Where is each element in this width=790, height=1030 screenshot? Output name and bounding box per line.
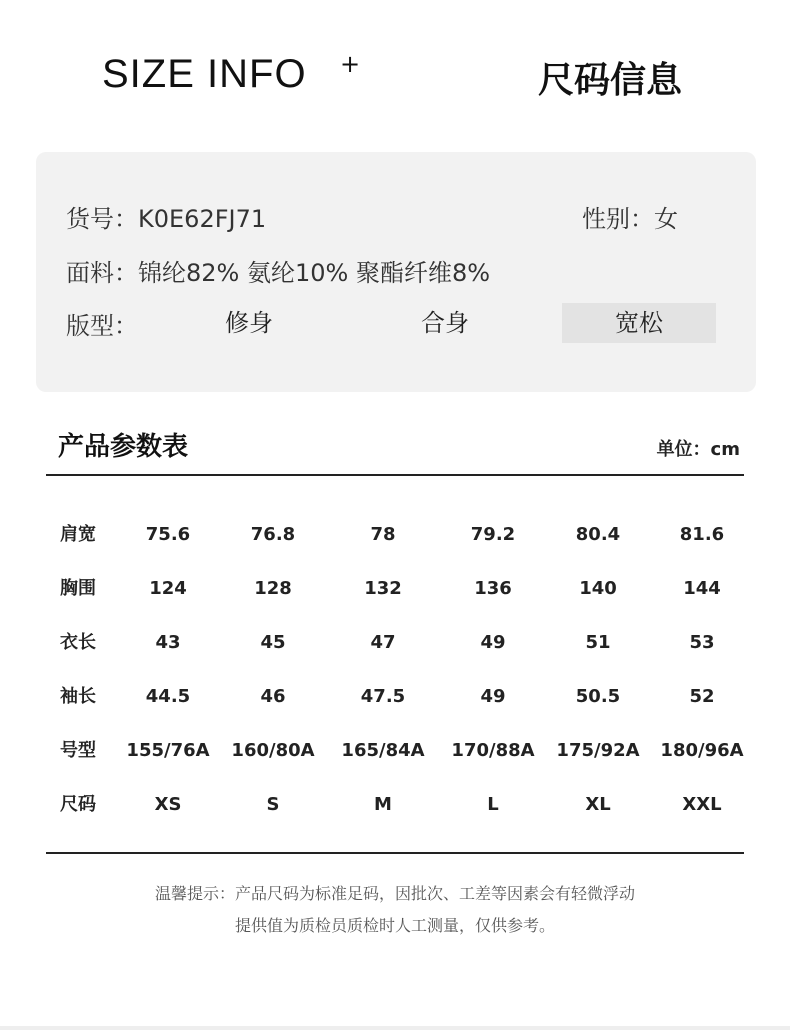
table-cell: 80.4 (575, 524, 621, 545)
header (0, 40, 790, 120)
table-cell: 140 (579, 578, 617, 599)
table-cell: 46 (260, 686, 286, 707)
table-cell: 136 (474, 578, 512, 599)
table-cell: 79.2 (470, 524, 516, 545)
table-row-shoulder (46, 508, 744, 562)
size-table (46, 508, 744, 832)
fit-option-slim: 修身 (225, 309, 273, 337)
table-row-sleeve (46, 670, 744, 724)
table-cell: 180/96A (660, 740, 744, 761)
table-cell: 45 (260, 632, 286, 653)
row-label: 胸围 (60, 578, 96, 599)
table-cell: L (487, 794, 499, 815)
table-cell: XXL (682, 794, 722, 815)
table-cell: 43 (155, 632, 181, 653)
divider-top (46, 474, 744, 476)
fabric-composition: 面料：锦纶82% 氨纶10% 聚酯纤维8% (66, 259, 491, 287)
table-cell: 124 (149, 578, 187, 599)
table-cell: 50.5 (575, 686, 621, 707)
table-cell: 51 (585, 632, 611, 653)
table-cell: 49 (480, 686, 506, 707)
table-row-length (46, 616, 744, 670)
fit-option-regular: 合身 (421, 309, 469, 337)
table-cell: 81.6 (679, 524, 725, 545)
table-cell: 132 (364, 578, 402, 599)
table-cell: 75.6 (145, 524, 191, 545)
table-row-bust (46, 562, 744, 616)
table-cell: 165/84A (341, 740, 425, 761)
footer-line-2: 提供值为质检员质检时人工测量，仅供参考。 (234, 916, 555, 935)
params-title: 产品参数表 (58, 432, 189, 462)
fit-option-loose-selected: 宽松 (562, 303, 716, 343)
table-cell: 49 (480, 632, 506, 653)
table-cell: XL (585, 794, 611, 815)
unit-label: 单位：cm (656, 439, 740, 460)
divider-bottom (46, 852, 744, 854)
plus-icon: + (340, 50, 361, 78)
table-cell: M (374, 794, 392, 815)
table-cell: 144 (683, 578, 721, 599)
product-info-card (36, 152, 756, 392)
row-label: 号型 (60, 740, 96, 761)
table-row-spec (46, 724, 744, 778)
table-cell: 155/76A (126, 740, 210, 761)
row-label: 袖长 (60, 686, 96, 707)
title-chinese: 尺码信息 (538, 60, 683, 101)
table-cell: 47 (370, 632, 396, 653)
table-cell: 52 (689, 686, 715, 707)
table-cell: XS (154, 794, 182, 815)
table-cell: 175/92A (556, 740, 640, 761)
table-cell: 170/88A (451, 740, 535, 761)
table-cell: 160/80A (231, 740, 315, 761)
footer-note (0, 878, 790, 942)
title-english: SIZE INFO (102, 52, 307, 96)
table-cell: 53 (689, 632, 715, 653)
table-cell: 128 (254, 578, 292, 599)
item-number: 货号：K0E62FJ71 (66, 205, 267, 233)
table-cell: S (266, 794, 280, 815)
gender: 性别：女 (582, 205, 678, 233)
table-cell: 44.5 (145, 686, 191, 707)
fit-label: 版型： (66, 312, 138, 340)
table-cell: 47.5 (360, 686, 406, 707)
row-label: 衣长 (60, 632, 96, 653)
table-cell: 78 (370, 524, 396, 545)
row-label: 尺码 (60, 794, 96, 815)
bottom-divider (0, 1026, 790, 1030)
footer-line-1: 温馨提示：产品尺码为标准足码，因批次、工差等因素会有轻微浮动 (154, 884, 635, 903)
table-row-size (46, 778, 744, 832)
table-cell: 76.8 (250, 524, 296, 545)
row-label: 肩宽 (60, 524, 96, 545)
